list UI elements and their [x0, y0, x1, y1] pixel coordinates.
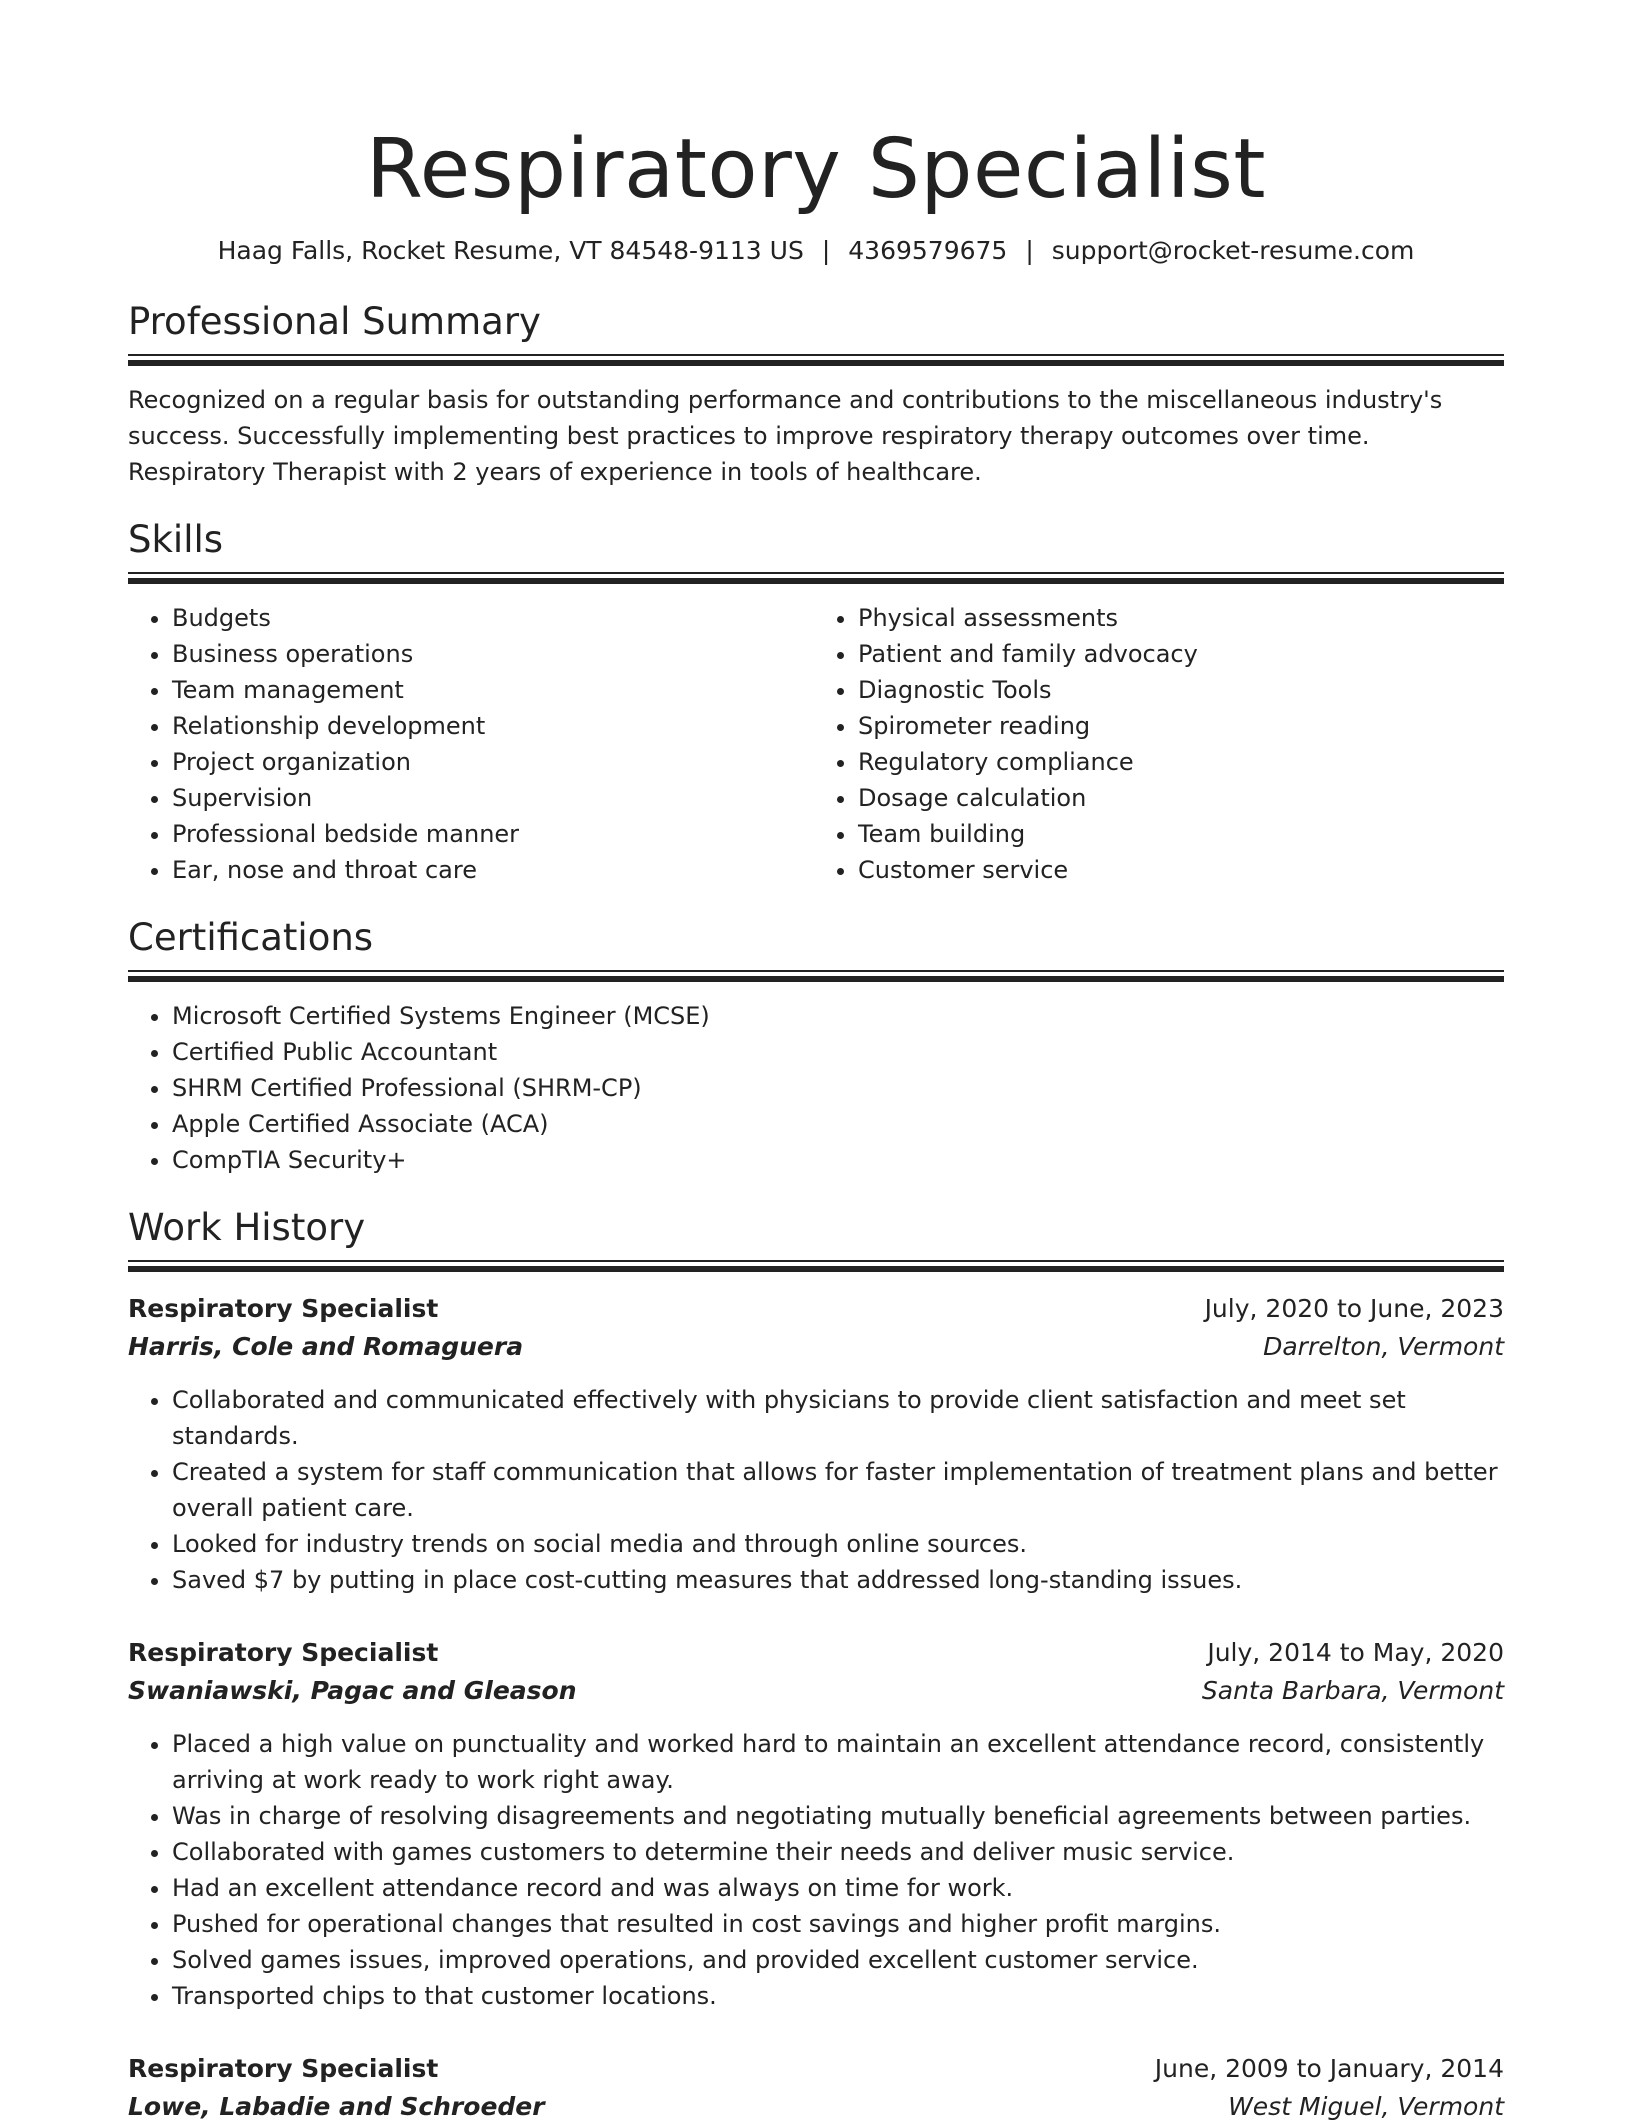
list-item: • Created a system for staff communication that allows for faster implementation of treatment plans and better overall patient care. — [172, 1454, 1504, 1526]
list-item: • Budgets — [172, 600, 806, 636]
list-item: • Regulatory compliance — [858, 744, 1492, 780]
list-item: • Placed a high value on punctuality and worked hard to maintain an excellent attendance record, consistently arriving at work ready to work right away. — [172, 1726, 1504, 1798]
certifications-section — [128, 914, 1504, 1178]
skills-list-right — [806, 600, 1492, 888]
summary-section — [128, 298, 1504, 490]
summary-heading: Professional Summary — [128, 300, 541, 343]
list-item: • CompTIA Security+ — [172, 1142, 1504, 1178]
list-item: • Business operations — [172, 636, 806, 672]
list-item: • SHRM Certified Professional (SHRM-CP) — [172, 1070, 1504, 1106]
list-item: • Looked for industry trends on social media and through online sources. — [172, 1526, 1504, 1562]
list-item: • Diagnostic Tools — [858, 672, 1492, 708]
section-divider — [128, 572, 1504, 584]
job-location: West Miguel, Vermont — [1228, 2092, 1504, 2121]
contact-phone: 4369579675 — [848, 236, 1008, 265]
list-item: • Dosage calculation — [858, 780, 1492, 816]
contact-line — [128, 234, 1504, 268]
job-company: Lowe, Labadie and Schroeder — [128, 2092, 545, 2121]
list-item: • Professional bedside manner — [172, 816, 806, 852]
list-item: • Customer service — [858, 852, 1492, 888]
list-item: • Apple Certified Associate (ACA) — [172, 1106, 1504, 1142]
job-dates: June, 2009 to January, 2014 — [1154, 2054, 1504, 2083]
list-item: • Microsoft Certified Systems Engineer (MCSE) — [172, 998, 1504, 1034]
list-item: • Ear, nose and throat care — [172, 852, 806, 888]
job-header-row — [128, 2050, 1504, 2088]
list-item: • Patient and family advocacy — [858, 636, 1492, 672]
summary-text: Recognized on a regular basis for outstanding performance and contributions to the miscellaneous industry's success. Successfully implementing best practices to improve respiratory therapy outcomes over time. Respiratory Therapist with 2 years of experience in tools of healthcare. — [128, 386, 1443, 486]
list-item: • Physical assessments — [858, 600, 1492, 636]
resume-page — [128, 0, 1504, 2126]
job-title: Respiratory Specialist — [128, 1638, 439, 1667]
job-company: Harris, Cole and Romaguera — [128, 1332, 524, 1361]
list-item: • Spirometer reading — [858, 708, 1492, 744]
certifications-list — [128, 998, 1504, 1178]
list-item: • Had an excellent attendance record and was always on time for work. — [172, 1870, 1504, 1906]
skills-heading: Skills — [128, 518, 224, 561]
skills-columns — [128, 584, 1504, 888]
skills-list-left — [128, 600, 806, 888]
list-item: • Project organization — [172, 744, 806, 780]
job-header-row — [128, 1634, 1504, 1672]
job-dates: July, 2014 to May, 2020 — [1207, 1638, 1504, 1667]
list-item: • Team building — [858, 816, 1492, 852]
list-item: • Team management — [172, 672, 806, 708]
job-subheader-row — [128, 1328, 1504, 1366]
job-location: Darrelton, Vermont — [1263, 1332, 1504, 1361]
work-history-heading: Work History — [128, 1206, 366, 1249]
contact-separator: | — [1025, 236, 1034, 265]
job-entry — [128, 1634, 1504, 2014]
list-item: • Collaborated with games customers to determine their needs and deliver music service. — [172, 1834, 1504, 1870]
job-location: Santa Barbara, Vermont — [1201, 1676, 1504, 1705]
list-item: • Solved games issues, improved operations, and provided excellent customer service. — [172, 1942, 1504, 1978]
job-title: Respiratory Specialist — [128, 2054, 439, 2083]
job-title: Respiratory Specialist — [128, 1294, 439, 1323]
job-subheader-row — [128, 1672, 1504, 1710]
list-item: • Saved $7 by putting in place cost-cutting measures that addressed long-standing issues. — [172, 1562, 1504, 1598]
job-header-row — [128, 1290, 1504, 1328]
list-item: • Supervision — [172, 780, 806, 816]
job-subheader-row — [128, 2088, 1504, 2126]
section-divider — [128, 354, 1504, 366]
section-divider — [128, 970, 1504, 982]
list-item: • Relationship development — [172, 708, 806, 744]
contact-address: Haag Falls, Rocket Resume, VT 84548-9113 US — [217, 236, 804, 265]
job-duties-list — [128, 1726, 1504, 2014]
job-entry — [128, 2050, 1504, 2126]
resume-title: Respiratory Specialist — [366, 122, 1266, 217]
work-history-section — [128, 1204, 1504, 2126]
list-item: • Collaborated and communicated effectively with physicians to provide client satisfaction and meet set standards. — [172, 1382, 1504, 1454]
job-entry — [128, 1290, 1504, 1598]
job-dates: July, 2020 to June, 2023 — [1204, 1294, 1504, 1323]
list-item: • Transported chips to that customer locations. — [172, 1978, 1504, 2014]
certifications-heading: Certifications — [128, 916, 374, 959]
job-company: Swaniawski, Pagac and Gleason — [128, 1676, 577, 1705]
list-item: • Certified Public Accountant — [172, 1034, 1504, 1070]
section-divider — [128, 1260, 1504, 1272]
skills-section — [128, 516, 1504, 888]
contact-separator: | — [821, 236, 831, 265]
list-item: • Pushed for operational changes that resulted in cost savings and higher profit margins. — [172, 1906, 1504, 1942]
list-item: • Was in charge of resolving disagreements and negotiating mutually beneficial agreements between parties. — [172, 1798, 1504, 1834]
contact-email: support@rocket-resume.com — [1051, 236, 1415, 265]
job-duties-list — [128, 1382, 1504, 1598]
